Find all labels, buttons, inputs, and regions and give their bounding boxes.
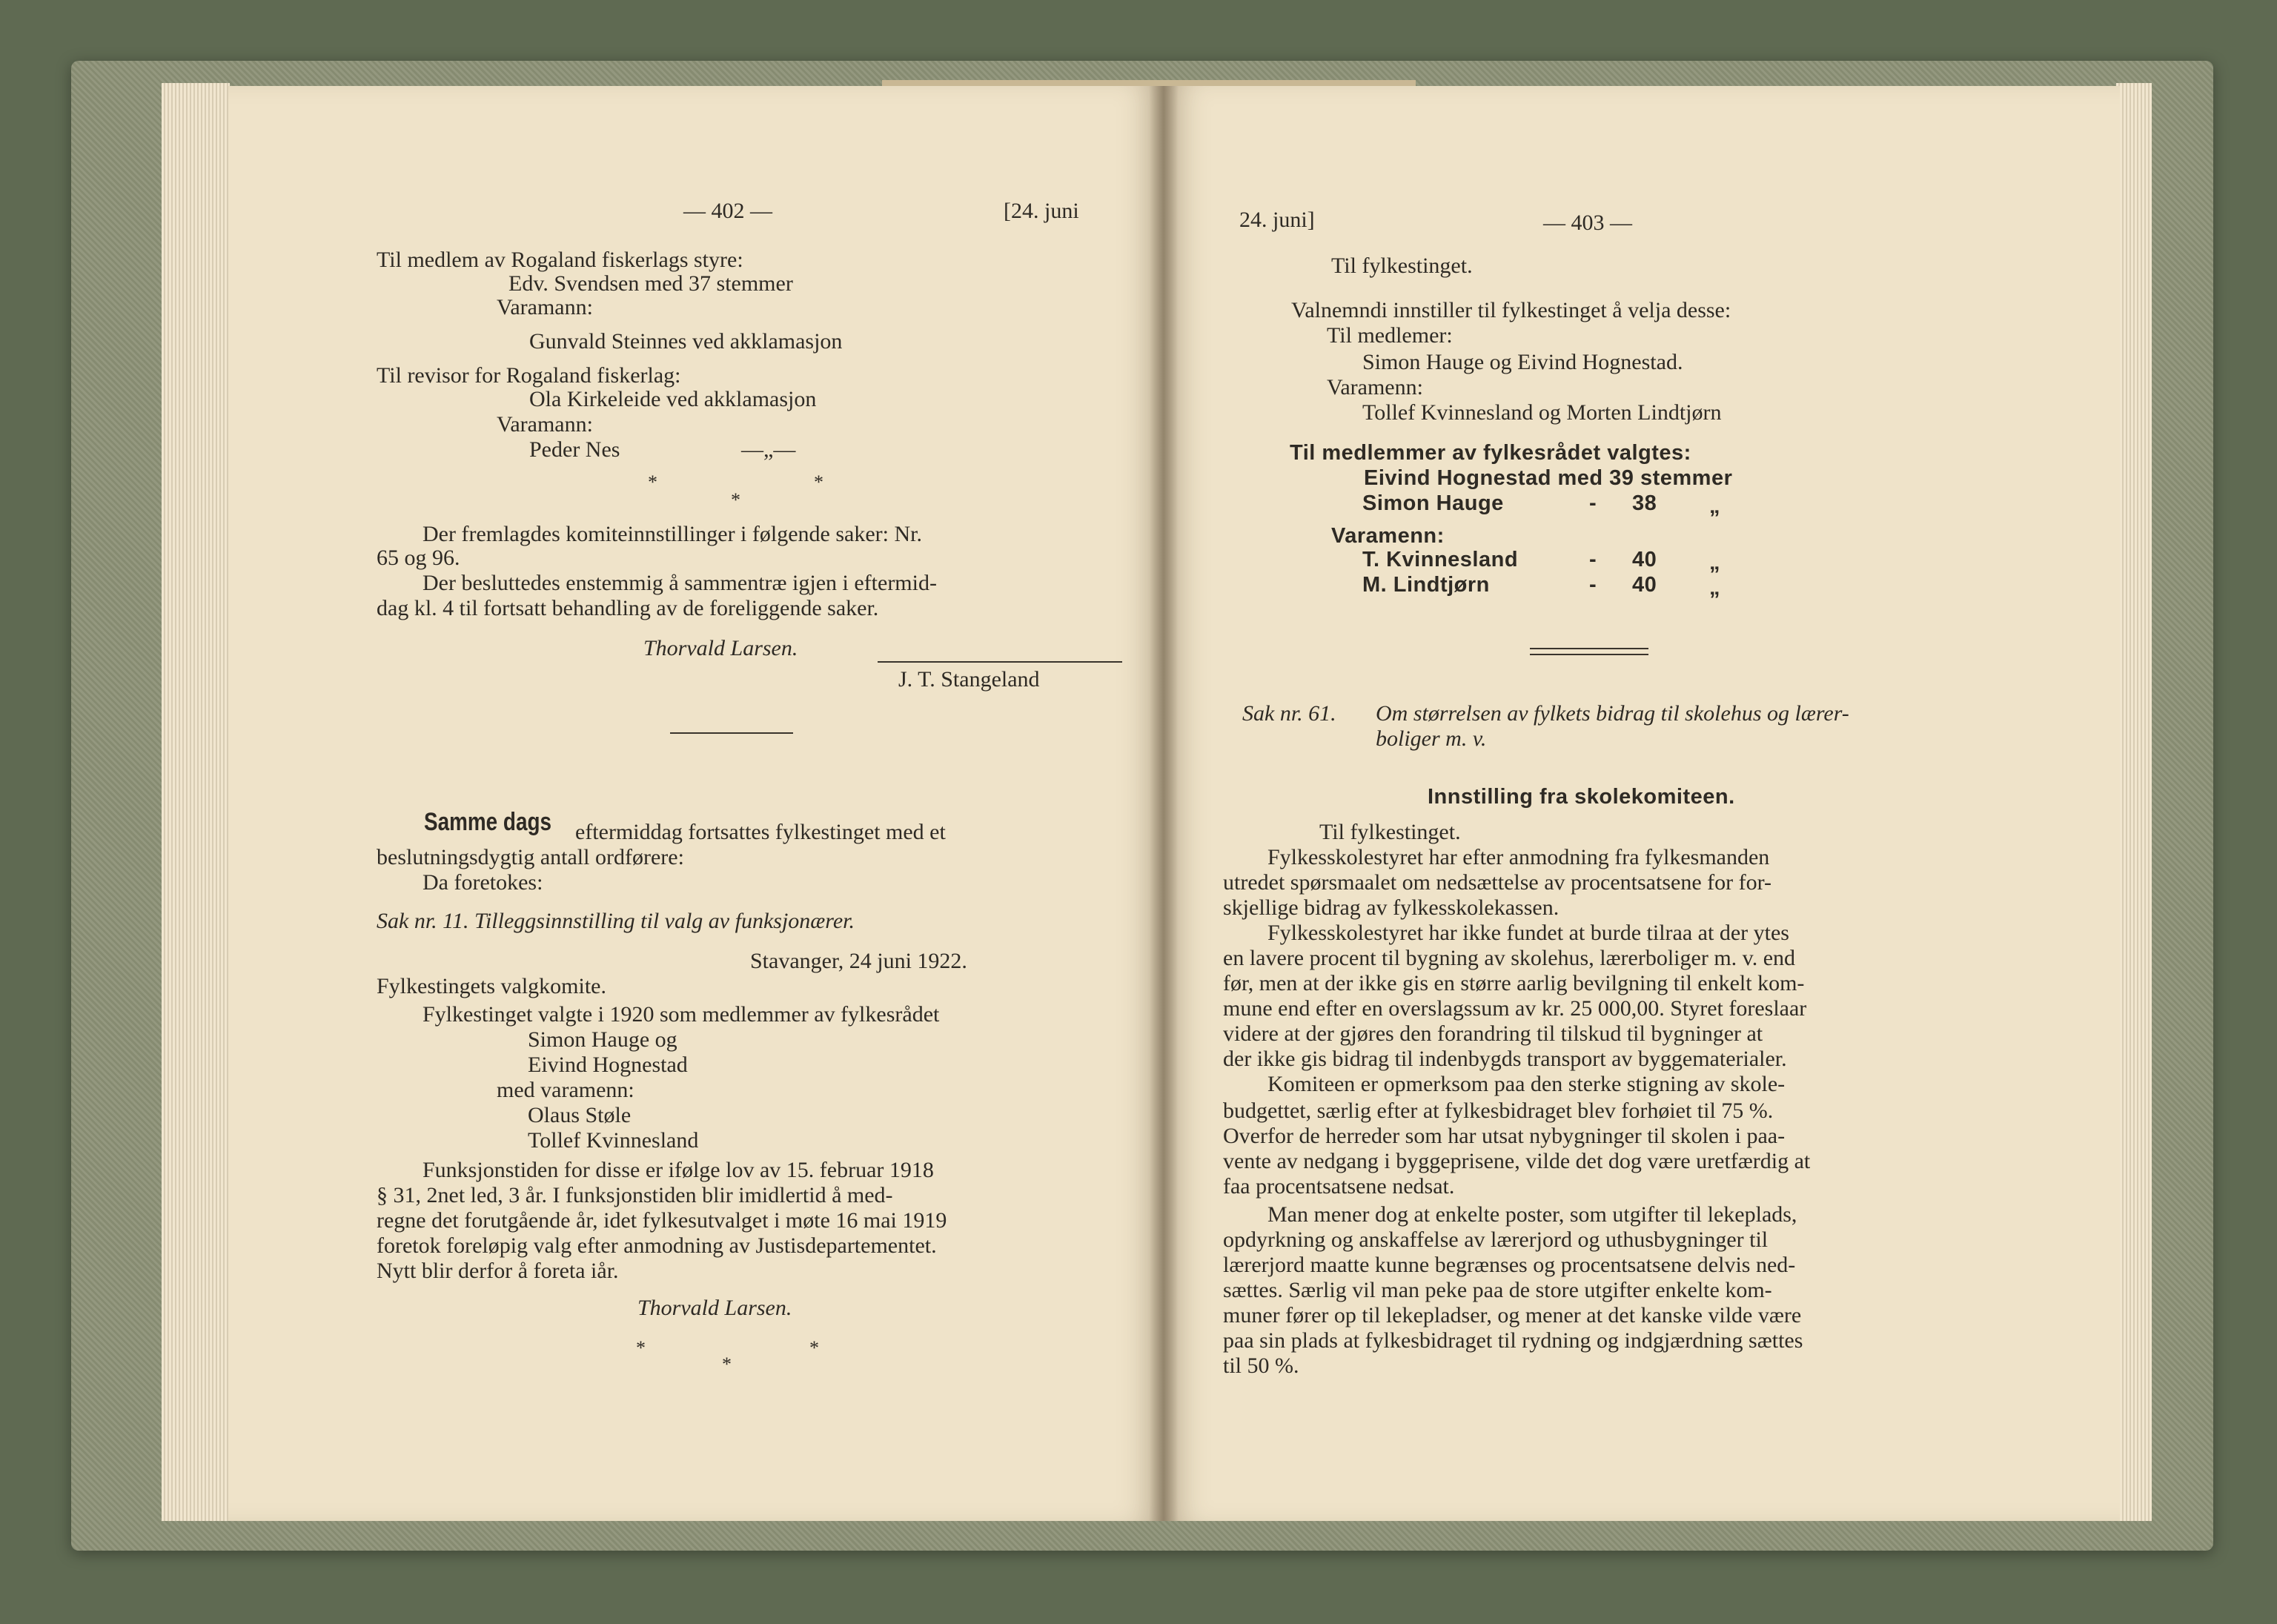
text-line: § 31, 2net led, 3 år. I funksjonstiden blir imidlertid å med-	[377, 1183, 893, 1207]
asterisk: *	[636, 1337, 646, 1359]
text-line: Fylkestinget valgte i 1920 som medlemmer av fylkesrådet	[422, 1002, 940, 1027]
text-line: eftermiddag fortsattes fylkestinget med et	[575, 820, 946, 844]
text-line: Komiteen er opmerksom paa den sterke stigning av skole-	[1267, 1072, 1786, 1096]
text-line: Tollef Kvinnesland og Morten Lindtjørn	[1362, 400, 1722, 425]
text-line: Varamann:	[497, 295, 593, 319]
result-dash: -	[1589, 548, 1597, 571]
text-line: sættes. Særlig vil man peke paa de store utgifter enkelte kom-	[1223, 1278, 1772, 1302]
text-line: Der fremlagdes komiteinnstillinger i følgende saker: Nr.	[422, 522, 922, 546]
ditto-mark: „	[1709, 551, 1720, 574]
result-dash: -	[1589, 491, 1597, 515]
text-line: 65 og 96.	[377, 546, 460, 570]
text-line: Olaus Støle	[528, 1103, 632, 1127]
text-line: Valnemndi innstiller til fylkestinget å velja desse:	[1291, 298, 1731, 322]
text-line: Varamenn:	[1327, 375, 1423, 400]
text-line: budgettet, særlig efter at fylkesbidraget blev forhøiet til 75 %.	[1223, 1098, 1774, 1123]
text-line: Funksjonstiden for disse er ifølge lov av 15. februar 1918	[422, 1158, 934, 1182]
asterisk: *	[814, 471, 823, 493]
right-page	[1164, 86, 2120, 1521]
book-gutter	[1149, 86, 1179, 1521]
text-line: skjellige bidrag av fylkesskolekassen.	[1223, 895, 1560, 920]
case-title: Om størrelsen av fylkets bidrag til skolehus og lærer-	[1376, 701, 1849, 726]
ditto-mark: „	[1709, 576, 1720, 600]
text-line: en lavere procent til bygning av skolehus, lærerboliger m. v. end	[1223, 946, 1796, 970]
results-subheading: Varamenn:	[1331, 524, 1445, 548]
asterisk: *	[722, 1353, 732, 1375]
signature: J. T. Stangeland	[898, 667, 1040, 692]
text-line: mune end efter en overslagssum av kr. 25 000,00. Styret foreslaar	[1223, 996, 1807, 1021]
text-line: Til medlem av Rogaland fiskerlags styre:	[377, 248, 743, 272]
result-line: Eivind Hognestad med 39 stemmer	[1364, 466, 1733, 490]
result-votes: 40	[1632, 573, 1657, 597]
text-line: Tollef Kvinnesland	[528, 1128, 699, 1153]
text-line: til 50 %.	[1223, 1353, 1299, 1378]
text-line: muner fører op til lekepladser, og mener at det kanske vilde være	[1223, 1303, 1802, 1328]
page-number: — 402 —	[683, 199, 772, 223]
text-line: Fylkesskolestyret har efter anmodning fra fylkesmanden	[1267, 845, 1770, 869]
section-divider	[670, 732, 793, 734]
text-line: Der besluttedes enstemmig å sammentræ igjen i eftermid-	[422, 571, 937, 595]
text-line: Overfor de herreder som har utsat nybygninger til skolen i paa-	[1223, 1124, 1786, 1148]
text-line: Gunvald Steinnes ved akklamasjon	[529, 329, 843, 354]
text-line: Til fylkestinget.	[1331, 253, 1473, 278]
text-line: Til revisor for Rogaland fiskerlag:	[377, 363, 681, 388]
text-line: Fylkesskolestyret har ikke fundet at burde tilraa at der ytes	[1267, 921, 1789, 945]
text-line: Nytt blir derfor å foreta iår.	[377, 1259, 619, 1283]
text-line: faa procentsatsene nedsat.	[1223, 1174, 1455, 1199]
text-line: før, men at der ikke gis en større aarlig bevilgning til enkelt kom-	[1223, 971, 1805, 995]
signature: Thorvald Larsen.	[637, 1296, 792, 1320]
left-page	[228, 86, 1164, 1521]
text-line: utredet spørsmaalet om nedsættelse av procentsatsene for for-	[1223, 870, 1771, 895]
result-name: T. Kvinnesland	[1362, 548, 1519, 571]
text-line: Simon Hauge og	[528, 1027, 677, 1052]
text-line: Til medlemer:	[1327, 323, 1453, 348]
page-number: — 403 —	[1543, 211, 1632, 235]
date-header: [24. juni	[1004, 199, 1079, 223]
text-line: regne det forutgående år, idet fylkesutvalget i møte 16 mai 1919	[377, 1208, 947, 1233]
date-header: 24. juni]	[1239, 208, 1315, 232]
signature-rule	[878, 661, 1122, 663]
text-line: videre at der gjøres den forandring til tilskud til bygninger at	[1223, 1021, 1763, 1046]
result-name: Simon Hauge	[1362, 491, 1504, 515]
text-line: Ola Kirkeleide ved akklamasjon	[529, 387, 817, 411]
asterisk: *	[731, 489, 740, 511]
result-name: M. Lindtjørn	[1362, 573, 1490, 597]
text-line: Peder Nes	[529, 437, 620, 462]
text-line: der ikke gis bidrag til indenbygds transport av byggematerialer.	[1223, 1047, 1787, 1071]
case-number: Sak nr. 61.	[1242, 701, 1336, 726]
text-line: Edv. Svendsen med 37 stemmer	[508, 271, 793, 296]
ditto-mark: —„—	[741, 437, 796, 462]
text-line: paa sin plads at fylkesbidraget til rydning og indgjærdning sættes	[1223, 1328, 1803, 1353]
text-line: Eivind Hognestad	[528, 1053, 688, 1077]
text-line: lærerjord maatte kunne begrænses og procentsatsene delvis ned-	[1223, 1253, 1796, 1277]
ditto-mark: „	[1709, 494, 1720, 518]
asterisk: *	[809, 1337, 819, 1359]
result-dash: -	[1589, 573, 1597, 597]
text-line: Til fylkestinget.	[1319, 820, 1461, 844]
text-line: Man mener dog at enkelte poster, som utgifter til lekeplads,	[1267, 1202, 1797, 1227]
text-line: Da foretokes:	[422, 870, 543, 895]
signature: Thorvald Larsen.	[643, 636, 798, 660]
text-line: dag kl. 4 til fortsatt behandling av de foreliggende saker.	[377, 596, 879, 620]
text-line: opdyrkning og anskaffelse av lærerjord og uthusbygninger til	[1223, 1227, 1769, 1252]
asterisk: *	[648, 471, 657, 493]
text-line: Stavanger, 24 juni 1922.	[750, 949, 967, 973]
text-line: foretok foreløpig valg efter anmodning av Justisdepartementet.	[377, 1233, 937, 1258]
recommendation-heading: Innstilling fra skolekomiteen.	[1428, 785, 1735, 809]
right-page-edges	[2116, 83, 2152, 1521]
results-heading: Til medlemmer av fylkesrådet valgtes:	[1290, 441, 1691, 465]
result-votes: 40	[1632, 548, 1657, 571]
text-line: Fylkestingets valgkomite.	[377, 974, 606, 998]
text-line: Varamann:	[497, 412, 593, 437]
case-title: boliger m. v.	[1376, 726, 1487, 751]
section-divider	[1530, 654, 1648, 655]
left-page-edges	[162, 83, 230, 1521]
text-line: vente av nedgang i byggeprisene, vilde det dog være uretfærdig at	[1223, 1149, 1811, 1173]
section-lead: Samme dags	[424, 808, 552, 836]
case-heading: Sak nr. 11. Tilleggsinnstilling til valg av funksjonærer.	[377, 909, 855, 933]
text-line: beslutningsdygtig antall ordførere:	[377, 845, 684, 869]
result-votes: 38	[1632, 491, 1657, 515]
text-line: Simon Hauge og Eivind Hognestad.	[1362, 350, 1683, 374]
text-line: med varamenn:	[497, 1078, 634, 1102]
section-divider	[1530, 648, 1648, 649]
